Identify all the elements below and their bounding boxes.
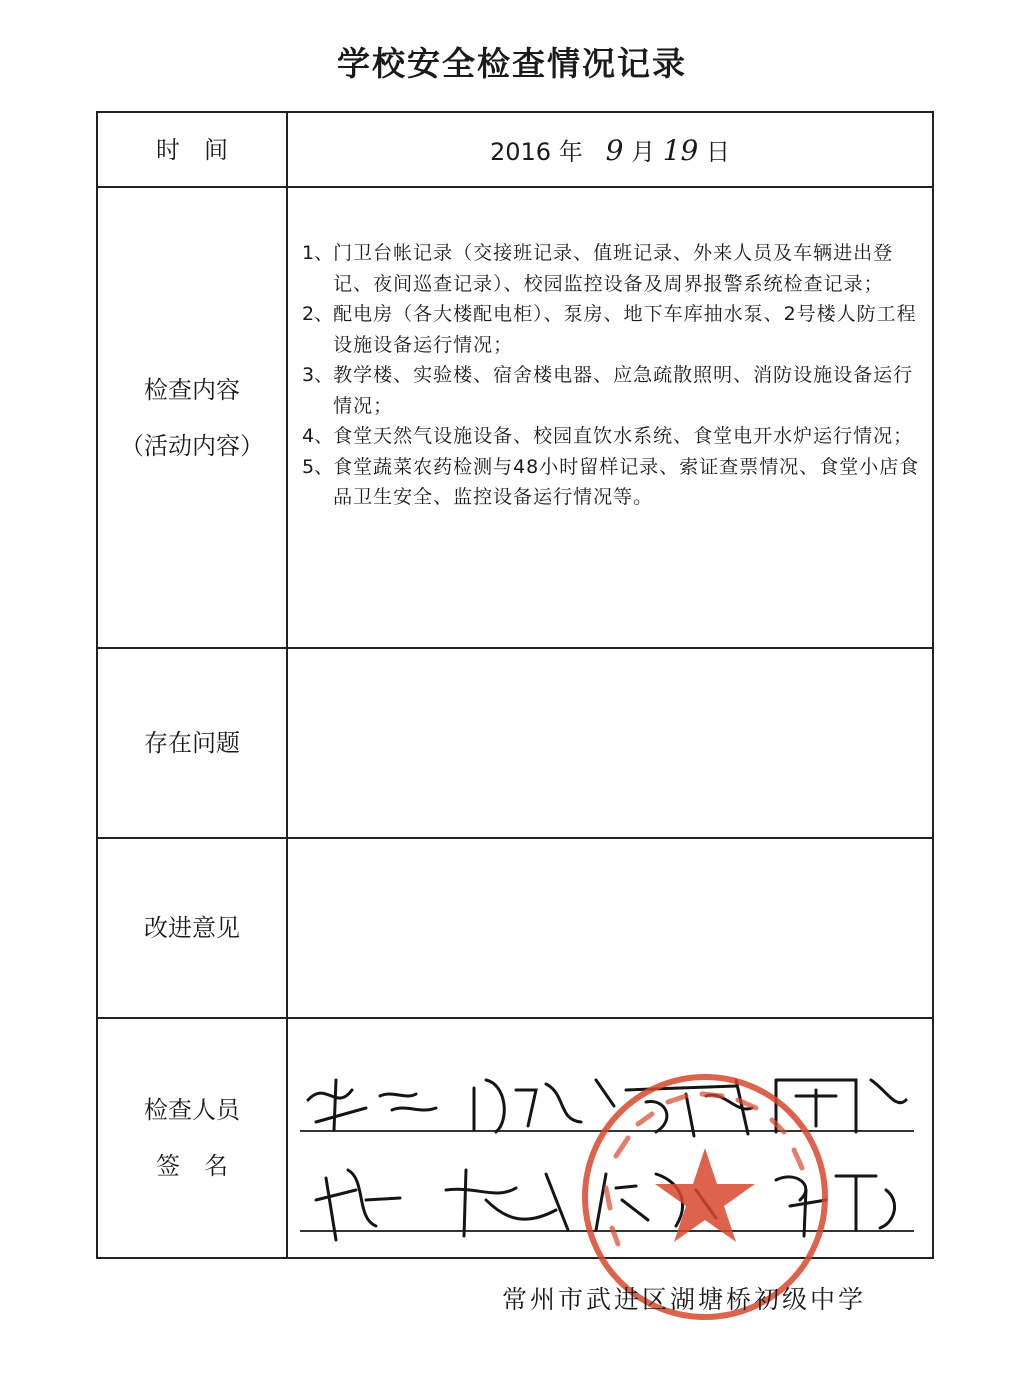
- content-row: [97, 187, 933, 648]
- date-month: 9: [605, 134, 624, 167]
- inspectors-label: [97, 1018, 287, 1258]
- problems-label: 存在问题: [97, 648, 287, 838]
- content-label-line1: 检查内容: [144, 375, 240, 404]
- inspectors-label-line2: 签 名: [156, 1152, 228, 1180]
- check-item: [302, 421, 922, 452]
- check-item-text: 食堂蔬菜农药检测与48小时留样记录、索证查票情况、食堂小店食品卫生安全、监控设备运行情况等。: [333, 455, 920, 508]
- handwritten-intro: [302, 196, 922, 234]
- content-label-line2: （活动内容）: [120, 431, 264, 460]
- problems-row: [97, 648, 933, 838]
- document-title: 学校安全检查情况记录: [337, 44, 687, 83]
- check-item-text: 食堂天然气设施设备、校园直饮水系统、食堂电开水炉运行情况；: [333, 425, 914, 447]
- suggestions-label: 改进意见: [97, 838, 287, 1018]
- time-row: [97, 112, 933, 187]
- school-name-footer: 常州市武进区湖塘桥初级中学: [502, 1285, 867, 1314]
- signature-5: [316, 1170, 400, 1240]
- date-value: [287, 112, 933, 187]
- signature-1: [308, 1080, 436, 1130]
- check-item: [302, 238, 922, 299]
- check-items-list: [302, 238, 922, 513]
- time-label: 时 间: [97, 112, 287, 187]
- inspectors-label-line1: 检查人员: [144, 1096, 240, 1124]
- check-item: [302, 299, 922, 360]
- signature-6: [446, 1170, 568, 1236]
- problems-value: [287, 648, 933, 838]
- check-item-text: 教学楼、实验楼、宿舍楼电器、应急疏散照明、消防设施设备运行情况；: [333, 364, 914, 417]
- check-item-number: 3、: [302, 364, 334, 386]
- check-item-number: 1、: [302, 242, 334, 264]
- content-value: [287, 187, 933, 648]
- check-item-text: 配电房（各大楼配电柜）、泵房、地下车库抽水泵、2号楼人防工程设施设备运行情况；: [333, 303, 917, 356]
- check-item-number: 2、: [302, 303, 334, 325]
- check-item-number: 5、: [302, 455, 334, 478]
- content-label: [97, 187, 287, 648]
- date-year: 2016: [490, 138, 552, 166]
- check-item-number: 4、: [302, 425, 334, 447]
- date-day: 19: [662, 134, 699, 167]
- suggestions-value: [287, 838, 933, 1018]
- date-year-unit: 年: [558, 138, 583, 166]
- date-day-unit: 日: [706, 138, 730, 166]
- check-item-text: 门卫台帐记录（交接班记录、值班记录、外来人员及车辆进出登记、夜间巡查记录）、校园监控设备及周界报警系统检查记录；: [333, 242, 894, 295]
- suggestions-row: [97, 838, 933, 1018]
- date-month-unit: 月: [631, 138, 656, 166]
- check-item: [302, 452, 922, 513]
- check-item: [302, 360, 922, 421]
